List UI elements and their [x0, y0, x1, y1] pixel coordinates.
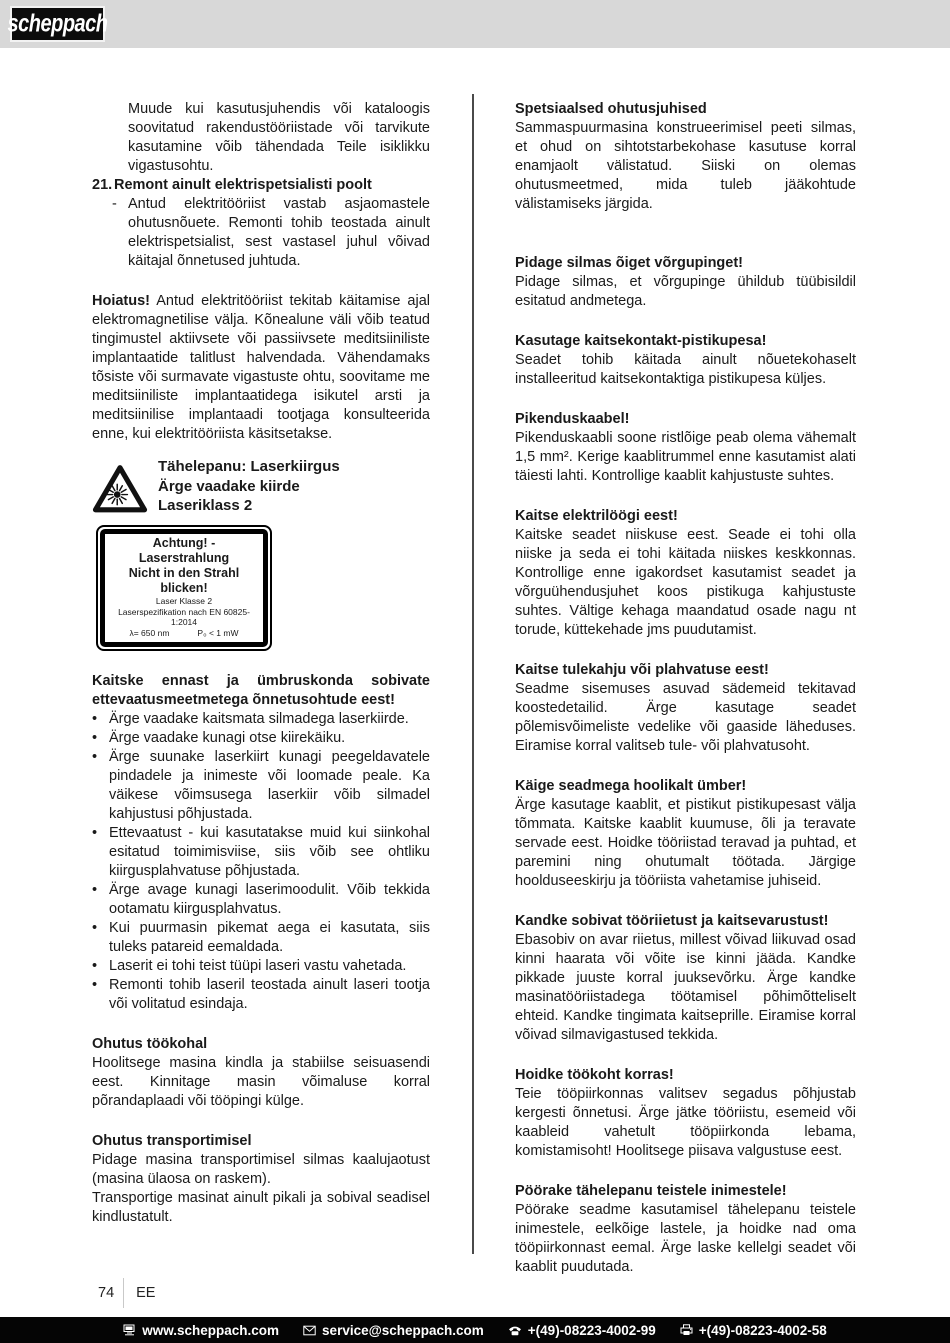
safety-section	[515, 332, 856, 389]
list-item	[92, 748, 430, 824]
section-body: Ebasobiv on avar riietus, millest võivad liikuvad osad kinni haarata või võite ise kinni jääda. Kandke pikkade juuste korral juuksevõrku. Ärge kandke masinatööriistadega töötamisel põhimõtteliselt ehteid. Kandke tingimata kaitseprille. Eiramise korral võivad silmavigastused tekkida.	[515, 932, 856, 1043]
section-body: Seadme sisemuses asuvad sädemeid tekitavad koostedetailid. Ärge kasutage seadet põlemisvõimeliste vedelike või gaaside läheduses. Eiramise korral valitseb tule- või plahvatusoht.	[515, 681, 856, 754]
laser-wavelength: λ= 650 nm	[129, 627, 170, 638]
computer-icon	[123, 1324, 136, 1336]
section-body: Pidage silmas, et võrgupinge ühildub tüübisildil esitatud andmetega.	[515, 274, 856, 309]
section-body: Ärge kasutage kaablit, et pistikut pistikupesast välja tõmmata. Kaitske kaablit kuumuse, õli ja teravate servade eest. Hoidke tööriistad teravad ja puhtad, et paremini ning ohutumalt töötada. Järgige hoolduseeskirju ja tööriista vahetamise juhiseid.	[515, 797, 856, 889]
sub-item-text: Antud elektritööriist vastab asjaomastele ohutusnõuete. Remonti tohib teostada ainult elektrispetsialist, sest vastasel juhul võivad käitajal õnnetused juhtuda.	[128, 196, 430, 269]
left-column	[92, 100, 430, 1277]
section-body: Transportige masinat ainult pikali ja sobival seadisel kindlustatult.	[92, 1189, 430, 1225]
section-body: Pidage masina transportimisel silmas kaalujaotust (masina ülaosa on raskem).	[92, 1151, 430, 1187]
bullet-marker: •	[92, 881, 98, 898]
laser-alert-line1: Tähelepanu: Laserkiirgus	[158, 458, 340, 475]
list-item	[92, 957, 430, 976]
laser-alert-line3: Laseriklass 2	[158, 497, 253, 514]
right-column	[515, 100, 856, 1277]
section-heading: Pidage silmas õiget võrgupinget!	[515, 255, 744, 271]
safety-section	[515, 1066, 856, 1161]
bullet-marker: •	[92, 824, 98, 841]
safety-section	[515, 254, 856, 311]
contact-bar	[0, 1317, 950, 1343]
header-band	[0, 0, 950, 48]
section-body: Sammaspuurmasina konstrueerimisel peeti silmas, et ohud on sihtotstarbekohase kasutuse korral enamjaolt välistatud. Siiski on olemas ohutusmeetmed, mida tuleb jääkohtude välistamiseks järgida.	[515, 120, 856, 212]
section-body: Kaitske seadet niiskuse eest. Seade ei tohi olla niiske ja seda ei tohi käitada niiskes keskkonnas. Kontrollige enne igakordset kasutamist seadet ja võrguühendusjuhet koos pistikuga kahjustuste suhtes. Vältige kehaga maandatud osade nagu nt torude, küttekehade jms puudutamist.	[515, 527, 856, 638]
list-item-text: Ärge suunake laserkiirt kunagi peegeldavatele pindadele ja inimeste või loomade peale. Ka väikese võimsusega laserkiir võib silmadel kahjustusi põhjustada.	[109, 748, 430, 822]
numbered-item-21-sub	[112, 195, 430, 271]
section-heading: Kaitse tulekahju või plahvatuse eest!	[515, 662, 769, 678]
list-item	[92, 710, 430, 729]
phone-text: +(49)-08223-4002-99	[527, 1322, 656, 1338]
warning-text: Antud elektritööriist tekitab käitamise ajal elektromagnetilise välja. Kõnealune väli võib teatud tingimustel aktiivsete või passiivsete meditsiiniliste implantaatide talitlust halvendada. Vähendamaks tõsiste või surmavate vigastuste ohtu, soovitame me meditsiiniliste implantaatidega isikutel arsti ja meditsiinilise implantaadi tootjaga konsulteerida enne, kui elektritööriista käsitsetakse.	[92, 293, 430, 442]
item-number: 21.	[92, 177, 113, 193]
protect-heading: Kaitske ennast ja ümbruskonda sobivate ettevaatusmeetmetega õnnetusohtude eest!	[92, 672, 430, 708]
list-item	[92, 824, 430, 881]
safety-section	[515, 912, 856, 1045]
column-divider	[472, 94, 474, 1254]
safety-section	[515, 100, 856, 214]
safety-section	[515, 507, 856, 640]
section-body: Hoolitsege masina kindla ja stabiilse seisuasendi eest. Kinnitage masin võimaluse korral põrandaplaadi või tööpingi külge.	[92, 1054, 430, 1109]
intro-paragraph: Muude kui kasutusjuhendis või kataloogis soovitatud rakendustööriistade või tarvikute kasutamine võib tähendada Teile isiklikku vigastusohtu.	[128, 101, 430, 174]
list-item	[92, 881, 430, 919]
list-item-text: Ärge vaadake kunagi otse kiirekäiku.	[109, 729, 346, 746]
dash-marker: -	[112, 196, 117, 212]
section-heading: Hoidke töökoht korras!	[515, 1067, 674, 1083]
safety-section	[515, 410, 856, 486]
bullet-marker: •	[92, 976, 98, 993]
list-item-text: Ettevaatust - kui kasutatakse muid kui siinkohal esitatud toimimisviise, siis võib see ohtliku kiirgusplahvatuse põhjustada.	[109, 824, 430, 879]
section-body: Teie tööpiirkonnas valitsev segadus põhjustab kergesti õnnetusi. Ärge jätke tööriistu, esemeid või kaableid vahetult tööpiirkonda lebama, komistamisoht! Hoolitsege piisava valgustuse eest.	[515, 1086, 856, 1159]
website-item	[123, 1321, 279, 1340]
language-code: EE	[136, 1284, 156, 1301]
laser-label-line2: Nicht in den Strahl blicken!	[128, 566, 240, 595]
fax-icon	[680, 1324, 693, 1336]
laser-label-line1: Achtung! - Laserstrahlung	[138, 536, 230, 565]
section-body: Seadet tohib käitada ainult nõuetekohaselt installeeritud kaitsekontaktiga pistikupesa küljes.	[515, 352, 856, 387]
section-heading: Kandke sobivat tööriietust ja kaitsevarustust!	[515, 913, 829, 929]
safety-section	[515, 1182, 856, 1277]
list-item	[92, 729, 430, 748]
safety-section	[92, 1132, 430, 1227]
telephone-icon	[508, 1325, 522, 1336]
email-text: service@scheppach.com	[322, 1322, 484, 1338]
fax-item	[680, 1321, 827, 1340]
section-heading: Käige seadmega hoolikalt ümber!	[515, 778, 747, 794]
laser-alert-line2: Ärge vaadake kiirde	[158, 477, 300, 495]
bullet-marker: •	[92, 729, 98, 746]
scheppach-logo-text: scheppach	[7, 9, 108, 38]
section-heading: Ohutus transportimisel	[92, 1132, 252, 1149]
laser-spec-label	[96, 525, 272, 651]
list-item-text: Laserit ei tohi teist tüüpi laseri vastu vahetada.	[109, 957, 407, 974]
page-footer-separator	[123, 1278, 124, 1308]
scheppach-logo	[7, 6, 108, 42]
website-text: www.scheppach.com	[142, 1322, 280, 1338]
section-heading: Ohutus töökohal	[92, 1035, 208, 1052]
bullet-marker: •	[92, 957, 98, 974]
numbered-item-21	[92, 176, 430, 195]
warning-lead: Hoiatus!	[92, 293, 150, 309]
warning-paragraph	[92, 292, 430, 444]
item-title: Remont ainult elektrispetsialisti poolt	[114, 177, 372, 193]
bullet-marker: •	[92, 919, 98, 936]
section-heading: Kasutage kaitsekontakt-pistikupesa!	[515, 333, 767, 349]
laser-alert	[92, 457, 430, 520]
envelope-icon	[303, 1325, 316, 1336]
protect-section	[92, 672, 430, 1014]
email-item	[303, 1321, 484, 1340]
laser-label-line4: Laserspezifikation nach EN 60825-1:2014	[118, 606, 250, 627]
bullet-marker: •	[92, 710, 98, 727]
laser-label-line3: Laser Klasse 2	[155, 596, 213, 606]
laser-spec-label-inner	[100, 529, 268, 647]
page-number: 74	[98, 1284, 115, 1301]
list-item-text: Ärge vaadake kaitsmata silmadega laserkiirde.	[109, 710, 409, 727]
page-footer	[98, 1278, 155, 1308]
section-body: Pikenduskaabli soone ristlõige peab olema vähemalt 1,5 mm². Kerige kaablitrummel enne kasutamist alati täiesti lahti. Kontrollige kaablit kahjustuste suhtes.	[515, 430, 856, 484]
phone-item	[508, 1321, 656, 1340]
fax-text: +(49)-08223-4002-58	[698, 1322, 827, 1338]
page-content	[92, 100, 856, 1277]
list-item	[92, 919, 430, 957]
list-item-text: Remonti tohib laseril teostada ainult laseri tootja või volitatud esindaja.	[109, 976, 430, 1012]
safety-section	[515, 661, 856, 756]
safety-section	[515, 777, 856, 891]
section-heading: Spetsiaalsed ohutusjuhised	[515, 101, 707, 117]
bullet-marker: •	[92, 748, 98, 765]
laser-warning-triangle-icon	[92, 464, 148, 520]
section-heading: Pöörake tähelepanu teistele inimestele!	[515, 1183, 787, 1199]
list-item	[92, 976, 430, 1014]
laser-label-line5	[108, 628, 260, 639]
laser-safety-bullets	[92, 710, 430, 1014]
list-item-text: Kui puurmasin pikemat aega ei kasutata, siis tuleks patareid eemaldada.	[109, 919, 430, 955]
section-heading: Kaitse elektrilöögi eest!	[515, 508, 678, 524]
section-heading: Pikenduskaabel!	[515, 411, 630, 427]
list-item-text: Ärge avage kunagi laserimoodulit. Võib tekkida ootamatu kiirgusplahvatus.	[109, 881, 430, 917]
laser-power: P₀ < 1 mW	[197, 627, 239, 638]
safety-section	[92, 1035, 430, 1111]
laser-alert-text	[158, 457, 340, 516]
section-body: Pöörake seadme kasutamisel tähelepanu teistele inimestele, eelkõige lastele, ja hoidke nad oma tööpiirkonnast eemal. Ärge laske kellelgi seadet või kaablit puudutada.	[515, 1202, 856, 1275]
